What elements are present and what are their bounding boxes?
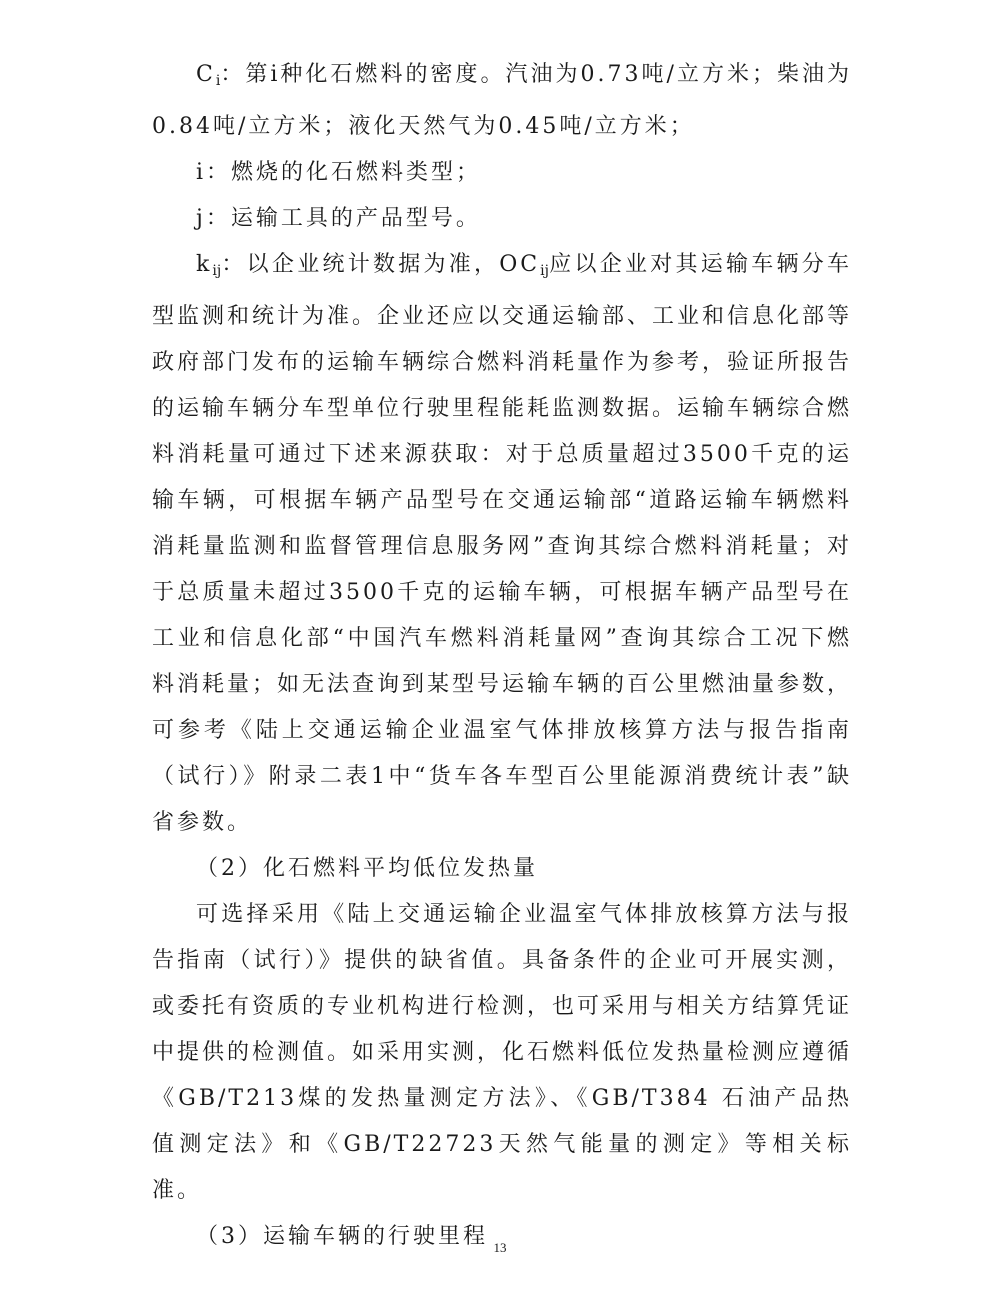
symbol-k-subscript: ij [212, 263, 222, 279]
symbol-k: k [196, 252, 213, 277]
paragraph-j-definition: j：运输工具的产品型号。 [196, 206, 481, 231]
paragraph-heat-value: 可选择采用《陆上交通运输企业温室气体排放核算方法与报告指南（试行）》提供的缺省值。具备条件的企业可开展实测，或委托有资质的专业机构进行检测，也可采用与相关方结算凭证中提供的检测值。如采用实测，化石燃料低位发热量检测应遵循《GB/T213煤的发热量测定方法》、《GB/T384 石油产品热值测定法》和《GB/T22723天然气能量的测定》等相关标准。 [152, 902, 853, 1203]
kij-text-part-b: 应以企业对其运输车辆分车型监测和统计为准。企业还应以交通运输部、工业和信息化部等政府部门发布的运输车辆综合燃料消耗量作为参考，验证所报告的运输车辆分车型单位行驶里程能耗监测数据。运输车辆综合燃料消耗量可通过下述来源获取：对于总质量超过3500千克的运输车辆，可根据车辆产品型号在交通运输部“道路运输车辆燃料消耗量监测和监督管理信息服务网”查询其综合燃料消耗量；对于总质量未超过3500千克的运输车辆，可根据车辆产品型号在工业和信息化部“中国汽车燃料消耗量网”查询其综合工况下燃料消耗量；如无法查询到某型号运输车辆的百公里燃油量参数，可参考《陆上交通运输企业温室气体排放核算方法与报告指南（试行）》附录二表1中“货车各车型百公里能源消费统计表”缺省参数。 [152, 252, 853, 835]
document-body [152, 52, 852, 1260]
paragraph-kij-definition [152, 242, 852, 846]
section-heading-2: （2）化石燃料平均低位发热量 [196, 856, 538, 881]
paragraph-i-definition: i：燃烧的化石燃料类型； [196, 160, 482, 185]
oc-subscript: ij [540, 263, 549, 279]
ci-definition-text: ：第i种化石燃料的密度。汽油为0.73吨/立方米；柴油为0.84吨/立方米；液化天然气为0.45吨/立方米； [152, 62, 852, 139]
kij-text-part-a: ：以企业统计数据为准，OC [221, 252, 541, 277]
page-number: 13 [493, 1240, 507, 1255]
symbol-c-subscript: i [215, 73, 221, 89]
section-heading-3: （3）运输车辆的行驶里程 [196, 1224, 488, 1249]
paragraph-ci-definition [152, 52, 852, 150]
symbol-c: C [196, 62, 216, 87]
